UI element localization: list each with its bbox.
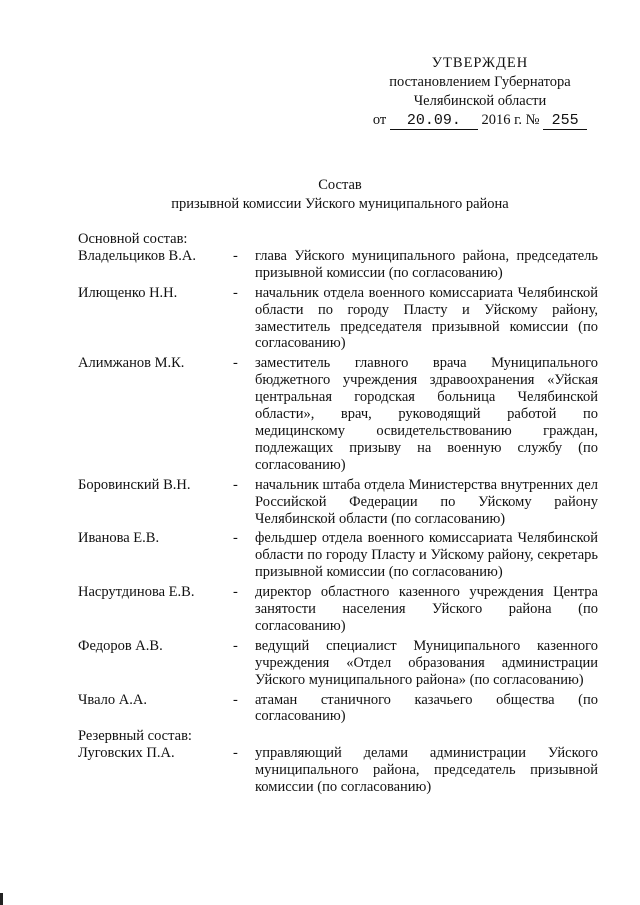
member-description: глава Уйского муниципального района, председатель призывной комиссии (по согласованию): [255, 247, 598, 281]
member-row: [78, 285, 598, 353]
member-row: [78, 584, 598, 635]
approval-year-label: 2016 г. №: [481, 112, 540, 128]
scan-edge-mark: [0, 893, 3, 905]
member-description: заместитель главного врача Муниципального бюджетного учреждения здравоохранения «Уйская центральная городская больница Челябинской области», врач, руководящий работой по медицинскому освидетельствованию граждан, подлежащих призыву на военную службу (по согласованию): [255, 355, 598, 473]
member-row: [78, 355, 598, 473]
member-description: начальник штаба отдела Министерства внутренних дел Российской Федерации по Уйскому району Челябинской области (по согласованию): [255, 476, 598, 527]
reserve-section-title: Резервный состав:: [78, 728, 192, 745]
member-description: фельдшер отдела военного комиссариата Челябинской области по городу Пласту и Уйскому району, секретарь призывной комиссии (по согласованию): [255, 530, 598, 581]
approval-date: 20.09.: [390, 113, 478, 130]
member-name: Боровинский В.Н.: [78, 476, 191, 493]
member-name: Насрутдинова Е.В.: [78, 584, 195, 601]
member-name: Алимжанов М.К.: [78, 355, 185, 372]
member-name: Луговских П.А.: [78, 745, 175, 762]
member-description: управляющий делами администрации Уйского муниципального района, председатель призывной комиссии (по согласованию): [255, 745, 598, 796]
member-description: ведущий специалист Муниципального казенного учреждения «Отдел образования администрации Уйского муниципального района» (по согласованию): [255, 637, 598, 688]
approval-number: 255: [543, 113, 587, 130]
member-dash: -: [233, 584, 238, 601]
approval-from-label: от: [372, 112, 387, 128]
member-dash: -: [233, 476, 238, 493]
member-dash: -: [233, 284, 238, 301]
member-row: [78, 477, 598, 528]
member-dash: -: [233, 355, 238, 372]
member-dash: -: [233, 745, 238, 762]
member-row: [78, 745, 598, 796]
heading-subtitle: призывной комиссии Уйского муниципального района: [171, 196, 509, 212]
member-row: [78, 530, 598, 581]
approval-title: УТВЕРЖДЕН: [431, 55, 529, 71]
member-description: директор областного казенного учреждения Центра занятости населения Уйского района (по согласованию): [255, 584, 598, 634]
member-dash: -: [233, 691, 238, 708]
member-name: Чвало А.А.: [78, 691, 147, 708]
member-name: Федоров А.В.: [78, 637, 163, 654]
member-description: атаман станичного казачьего общества (по согласованию): [255, 691, 598, 725]
member-name: Владельциков В.А.: [78, 247, 196, 264]
member-row: [78, 638, 598, 689]
member-description: начальник отдела военного комиссариата Челябинской области по городу Пласту и Уйскому району, заместитель председателя призывной комиссии (по согласованию): [255, 284, 598, 352]
main-section-title: Основной состав:: [78, 231, 188, 247]
approval-date-line: [360, 111, 600, 130]
member-row: [78, 248, 598, 282]
member-dash: -: [233, 637, 238, 654]
approval-line-decree: постановлением Губернатора: [389, 74, 571, 90]
approval-block: [360, 54, 600, 130]
member-row: [78, 692, 598, 726]
member-dash: -: [233, 530, 238, 547]
member-name: Илющенко Н.Н.: [78, 284, 178, 301]
member-name: Иванова Е.В.: [78, 530, 160, 547]
heading-title: Состав: [318, 177, 362, 193]
member-dash: -: [233, 247, 238, 264]
document-heading: [40, 176, 640, 214]
commission-list: [78, 231, 598, 799]
approval-line-region: Челябинской области: [413, 93, 547, 109]
